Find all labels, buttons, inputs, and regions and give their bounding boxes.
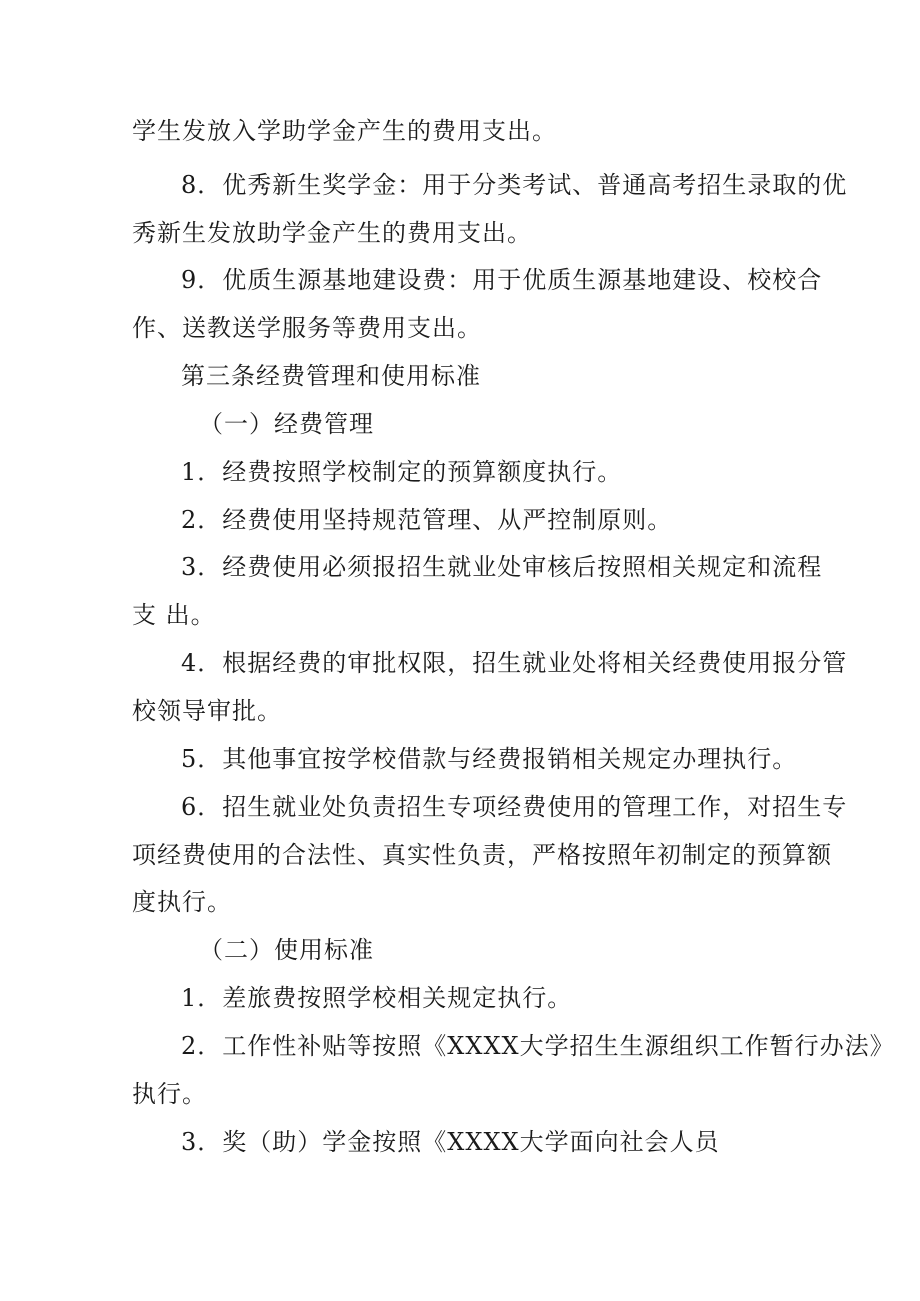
article-heading: 第三条经费管理和使用标准 (181, 362, 481, 390)
text-line: 6．招生就业处负责招生专项经费使用的管理工作，对招生专 (181, 793, 848, 821)
text-line: 项经费使用的合法性、真实性负责，严格按照年初制定的预算额 (132, 841, 832, 869)
text-line: 2．经费使用坚持规范管理、从严控制原则。 (181, 506, 673, 534)
text-line: 1．差旅费按照学校相关规定执行。 (181, 984, 573, 1012)
text-line: 2．工作性补贴等按照《XXXX大学招生生源组织工作暂行办法》 (181, 1032, 895, 1060)
text-line: 支 出。 (132, 601, 216, 629)
text-line: 秀新生发放助学金产生的费用支出。 (132, 219, 532, 247)
text-line: 作、送教送学服务等费用支出。 (132, 314, 482, 342)
section-heading: （一）经费管理 (199, 410, 374, 438)
text-line: 校领导审批。 (132, 697, 282, 725)
text-line: 度执行。 (132, 888, 232, 916)
text-line: 5．其他事宜按学校借款与经费报销相关规定办理执行。 (181, 745, 798, 773)
text-line: 3．奖（助）学金按照《XXXX大学面向社会人员 (181, 1128, 720, 1156)
text-line: 8．优秀新生奖学金：用于分类考试、普通高考招生录取的优 (181, 171, 848, 199)
text-line: 执行。 (132, 1080, 207, 1108)
text-line: 学生发放入学助学金产生的费用支出。 (132, 117, 557, 145)
text-line: 3．经费使用必须报招生就业处审核后按照相关规定和流程 (181, 553, 823, 581)
section-heading: （二）使用标准 (199, 936, 374, 964)
text-line: 9．优质生源基地建设费：用于优质生源基地建设、校校合 (181, 266, 823, 294)
text-line: 4．根据经费的审批权限，招生就业处将相关经费使用报分管 (181, 649, 848, 677)
text-line: 1．经费按照学校制定的预算额度执行。 (181, 458, 623, 486)
